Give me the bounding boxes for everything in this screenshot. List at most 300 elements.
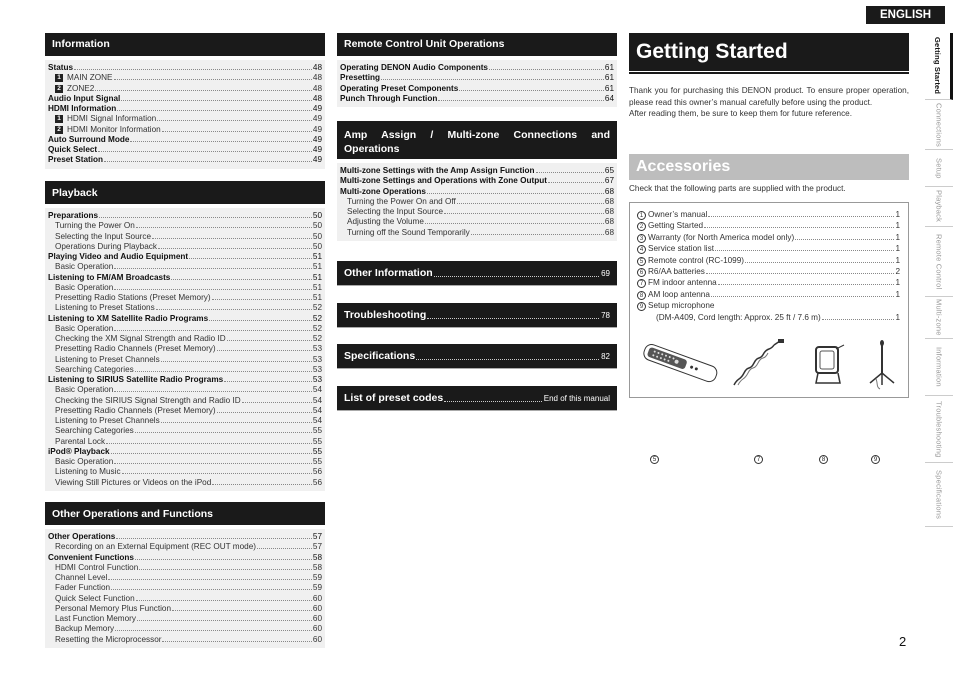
toc-entry-text: Basic Operation xyxy=(55,323,114,333)
toc-entry-page: 60 xyxy=(312,624,322,634)
accessory-number: 7 xyxy=(637,279,646,288)
tab-remote-control[interactable]: Remote Control xyxy=(925,227,953,297)
leader-dots xyxy=(708,216,894,217)
toc-entry-title xyxy=(55,73,113,83)
toc-entry-title xyxy=(55,396,241,406)
leader-dots xyxy=(217,350,312,351)
toc-entry-page: 53 xyxy=(312,364,322,374)
leader-dots xyxy=(444,213,604,214)
leader-dots xyxy=(114,330,312,331)
toc-entry-title xyxy=(55,242,157,252)
toc-entry[interactable] xyxy=(48,334,322,344)
toc-entry-title xyxy=(55,232,151,242)
toc-entry-text: Operations During Playback xyxy=(55,241,157,251)
leader-dots xyxy=(136,600,312,601)
accessory-qty: 1 xyxy=(895,244,900,254)
toc-entry-text: HDMI Information xyxy=(48,104,117,113)
leader-dots xyxy=(122,473,312,474)
toc-entry-text: Audio Input Signal xyxy=(48,93,121,103)
accessories-title: Accessories xyxy=(629,154,909,180)
toc-entry-page: 48 xyxy=(312,93,322,103)
toc-entry[interactable] xyxy=(48,63,322,73)
accessory-qty: 1 xyxy=(895,255,900,265)
toc-entry-page: 59 xyxy=(312,583,322,593)
toc-entry-title xyxy=(55,84,94,94)
toc-entry-page: 64 xyxy=(604,93,614,103)
toc-entry[interactable] xyxy=(48,232,322,242)
toc-entry-page: 68 xyxy=(604,196,614,206)
toc-entry-page: 49 xyxy=(312,145,322,154)
leader-dots xyxy=(795,239,894,240)
leader-dots xyxy=(98,151,312,152)
toc-entry-title xyxy=(55,283,113,293)
toc-entry-text: Searching Categories xyxy=(55,364,134,374)
toc-entry-text: Other Operations xyxy=(48,532,116,541)
preset-codes-title: List of preset codes xyxy=(344,392,444,404)
toc-entry-page: 48 xyxy=(312,63,322,72)
toc-entry[interactable] xyxy=(48,542,322,552)
toc-entry[interactable] xyxy=(48,447,322,457)
toc-entry-title xyxy=(48,273,170,283)
intro-text xyxy=(629,85,909,120)
leader-dots xyxy=(706,273,895,274)
leader-dots xyxy=(471,234,604,235)
toc-entry[interactable] xyxy=(48,457,322,467)
remote-control-icon xyxy=(640,339,720,389)
leader-dots xyxy=(745,262,894,263)
mic-detail-text: (DM-A409, Cord length: Approx. 25 ft / 7.6 m) xyxy=(656,312,821,322)
toc-entry[interactable] xyxy=(48,635,322,645)
toc-entry-title xyxy=(340,187,426,197)
accessory-item xyxy=(637,300,900,311)
toc-entry-text: HDMI Signal Information xyxy=(67,114,157,124)
leader-dots xyxy=(108,579,312,580)
toc-entry-page: 56 xyxy=(312,477,322,487)
toc-entry[interactable] xyxy=(48,532,322,542)
toc-entry[interactable] xyxy=(48,604,322,614)
other-information-title: Other Information xyxy=(344,267,433,279)
toc-entry-page: 58 xyxy=(312,562,322,572)
tab-setup[interactable]: Setup xyxy=(925,150,953,187)
toc-entry[interactable] xyxy=(48,416,322,426)
leader-dots xyxy=(162,131,312,132)
toc-entry[interactable] xyxy=(48,114,322,124)
toc-entry[interactable] xyxy=(48,242,322,252)
toc-entry-page: 57 xyxy=(312,542,322,552)
toc-entry-page: 51 xyxy=(312,293,322,302)
toc-entry-text: Presetting Radio Channels (Preset Memory) xyxy=(55,344,216,354)
toc-entry-text: Preset Station xyxy=(48,155,104,165)
toc-entry-page: 53 xyxy=(312,375,322,384)
leader-dots xyxy=(114,79,312,80)
microphone-icon xyxy=(862,339,902,391)
accessory-item xyxy=(637,277,900,288)
toc-entry-title xyxy=(55,604,171,614)
toc-entry[interactable] xyxy=(48,375,322,385)
toc-entry-text: Preparations xyxy=(48,211,99,220)
toc-entry-page: 50 xyxy=(312,231,322,241)
leader-dots xyxy=(224,381,312,382)
toc-entry-title xyxy=(55,324,113,334)
toc-entry-page: 68 xyxy=(604,227,614,237)
toc-entry[interactable] xyxy=(48,211,322,221)
toc-entry-title xyxy=(340,94,437,104)
toc-entry-text: Channel Level xyxy=(55,573,108,582)
toc-entry-text: Basic Operation xyxy=(55,385,114,395)
accessory-name: Remote control (RC-1099) xyxy=(648,255,745,265)
leader-dots xyxy=(136,227,312,228)
am-loop-antenna-icon xyxy=(810,341,850,387)
toc-entry-text: HDMI Monitor Information xyxy=(67,124,161,134)
leader-dots xyxy=(822,319,895,320)
tab-specifications[interactable]: Specifications xyxy=(925,463,953,527)
toc-entry-text: Searching Categories xyxy=(55,426,134,436)
leader-dots xyxy=(715,250,894,251)
leader-dots xyxy=(427,193,604,194)
toc-entry[interactable] xyxy=(48,624,322,634)
toc-entry-title xyxy=(55,573,107,583)
toc-entry-page: 54 xyxy=(312,405,322,415)
accessory-item-title xyxy=(637,277,717,288)
accessory-item-title xyxy=(637,220,703,231)
leader-dots xyxy=(444,401,542,402)
toc-entry-page: 60 xyxy=(312,603,322,613)
other-operations-header: Other Operations and Functions xyxy=(45,502,325,525)
toc-entry[interactable] xyxy=(48,478,322,488)
accessory-number: 6 xyxy=(637,268,646,277)
toc-entry-title xyxy=(55,594,135,604)
toc-entry-page: 53 xyxy=(312,354,322,364)
toc-entry-page: 54 xyxy=(312,416,322,425)
toc-entry-text: Selecting the Input Source xyxy=(347,207,444,216)
toc-entry-text: Quick Select xyxy=(48,145,98,154)
toc-entry-page: 48 xyxy=(312,73,322,83)
toc-entry-text: Punch Through Function xyxy=(340,93,438,103)
item-number-badge: 2 xyxy=(55,85,63,93)
toc-entry[interactable] xyxy=(340,63,614,73)
toc-entry-page: 49 xyxy=(312,104,322,113)
leader-dots xyxy=(157,120,312,121)
toc-entry-title xyxy=(55,583,110,593)
toc-entry-title xyxy=(55,262,113,272)
toc-entry-title xyxy=(55,125,161,135)
toc-entry-text: ZONE2 xyxy=(67,83,95,93)
toc-entry-title xyxy=(48,155,103,165)
toc-entry-text: Presetting Radio Stations (Preset Memory) xyxy=(55,293,211,302)
toc-entry[interactable] xyxy=(48,125,322,135)
toc-entry-title xyxy=(55,542,256,552)
toc-entry-text: Last Function Memory xyxy=(55,614,136,623)
toc-entry-page: 68 xyxy=(604,217,614,227)
tab-getting-started[interactable]: Getting Started xyxy=(925,33,953,100)
leader-dots xyxy=(438,100,604,101)
toc-entry[interactable] xyxy=(340,187,614,197)
tab-multi-zone[interactable]: Multi-zone xyxy=(925,297,953,339)
toc-entry-page: 51 xyxy=(312,262,322,272)
accessory-number: 1 xyxy=(637,211,646,220)
toc-entry-page: 49 xyxy=(312,134,322,144)
toc-entry-page: 68 xyxy=(604,207,614,216)
leader-dots xyxy=(172,610,312,611)
toc-entry-title xyxy=(347,197,456,207)
leader-dots xyxy=(427,318,599,319)
toc-entry-page: 54 xyxy=(312,395,322,405)
toc-amp-assign xyxy=(337,121,617,241)
toc-entry[interactable] xyxy=(48,344,322,354)
toc-entry[interactable] xyxy=(340,228,614,238)
toc-entry-title xyxy=(340,63,488,73)
accessory-item xyxy=(637,209,900,220)
toc-entry-title xyxy=(48,145,97,155)
toc-entry-text: Multi-zone Settings with the Amp Assign Function xyxy=(340,166,535,175)
toc-entry[interactable] xyxy=(48,396,322,406)
remote-control-list xyxy=(337,60,617,107)
toc-entry-title xyxy=(55,624,114,634)
leader-dots xyxy=(114,391,312,392)
toc-entry[interactable] xyxy=(48,437,322,447)
toc-entry-page: 55 xyxy=(312,457,322,466)
leader-dots xyxy=(152,238,312,239)
tab-troubleshooting[interactable]: Troubleshooting xyxy=(925,396,953,463)
toc-entry[interactable] xyxy=(48,262,322,272)
toc-entry-text: Listening to SIRIUS Satellite Radio Programs xyxy=(48,375,224,384)
leader-dots xyxy=(116,538,312,539)
toc-entry-page: 61 xyxy=(604,63,614,72)
accessory-number: 2 xyxy=(637,222,646,231)
leader-dots xyxy=(257,548,312,549)
toc-entry[interactable] xyxy=(340,73,614,83)
toc-entry-title xyxy=(48,532,115,542)
toc-entry-title xyxy=(55,426,134,436)
toc-entry[interactable] xyxy=(340,176,614,186)
toc-entry[interactable] xyxy=(48,221,322,231)
toc-entry-text: Recording on an External Equipment (REC OUT mode) xyxy=(55,542,256,552)
tab-playback[interactable]: Playback xyxy=(925,187,953,227)
toc-preset-codes xyxy=(337,386,617,411)
toc-entry-text: Listening to Music xyxy=(55,467,121,477)
leader-dots xyxy=(137,620,312,621)
toc-entry-title xyxy=(48,104,116,114)
accessory-qty: 1 xyxy=(895,278,900,288)
toc-entry[interactable] xyxy=(48,94,322,104)
toc-entry[interactable] xyxy=(48,553,322,563)
toc-entry-page: 60 xyxy=(312,593,322,603)
toc-entry-text: Multi-zone Settings and Operations with Zone Output xyxy=(340,176,547,186)
toc-entry[interactable] xyxy=(48,614,322,624)
leader-dots xyxy=(718,284,895,285)
toc-entry-title xyxy=(55,385,113,395)
toc-entry[interactable] xyxy=(48,293,322,303)
toc-entry-page: 53 xyxy=(312,344,322,354)
toc-entry[interactable] xyxy=(48,563,322,573)
tab-information[interactable]: Information xyxy=(925,339,953,396)
specifications-title: Specifications xyxy=(344,350,416,362)
tab-connections[interactable]: Connections xyxy=(925,100,953,150)
toc-entry-title xyxy=(340,84,458,94)
toc-entry-title xyxy=(55,365,134,375)
toc-entry-page: 68 xyxy=(604,186,614,196)
toc-entry[interactable] xyxy=(340,207,614,217)
leader-dots xyxy=(416,359,599,360)
leader-dots xyxy=(121,100,312,101)
toc-entry-text: Turning the Power On and Off xyxy=(347,196,456,206)
toc-entry-text: MAIN ZONE xyxy=(67,73,113,83)
toc-entry-text: Listening to Preset Channels xyxy=(55,354,160,364)
toc-entry-title xyxy=(55,457,113,467)
toc-entry[interactable] xyxy=(48,406,322,416)
leader-dots xyxy=(139,569,312,570)
leader-dots xyxy=(217,412,312,413)
leader-dots xyxy=(156,309,312,310)
side-tabs xyxy=(925,33,954,527)
toc-entry-title xyxy=(55,303,155,313)
toc-entry-text: Selecting the Input Source xyxy=(55,231,152,241)
toc-entry-page: 49 xyxy=(312,155,322,165)
leader-dots xyxy=(189,258,312,259)
leader-dots xyxy=(704,227,894,228)
accessory-name: Service station list xyxy=(648,244,714,254)
toc-entry-text: Basic Operation xyxy=(55,457,114,466)
toc-entry-text: Operating DENON Audio Components xyxy=(340,63,488,72)
toc-entry-title xyxy=(48,63,73,73)
leader-dots xyxy=(135,371,312,372)
leader-dots xyxy=(99,217,312,218)
toc-entry-page: 51 xyxy=(312,282,322,292)
toc-entry[interactable] xyxy=(340,217,614,227)
toc-entry[interactable] xyxy=(48,155,322,165)
toc-entry-text: HDMI Control Function xyxy=(55,562,139,572)
accessory-name: AM loop antenna xyxy=(648,289,710,299)
toc-entry[interactable] xyxy=(48,324,322,334)
toc-entry[interactable] xyxy=(48,426,322,436)
toc-entry[interactable] xyxy=(48,385,322,395)
toc-entry-page: 49 xyxy=(312,114,322,124)
playback-header: Playback xyxy=(45,181,325,204)
toc-entry[interactable] xyxy=(48,303,322,313)
toc-entry-text: Operating Preset Components xyxy=(340,83,459,93)
toc-entry-text: Convenient Functions xyxy=(48,552,134,562)
toc-entry[interactable] xyxy=(48,145,322,155)
toc-entry-page: 52 xyxy=(312,323,322,333)
toc-entry[interactable] xyxy=(48,283,322,293)
leader-dots xyxy=(135,432,312,433)
toc-entry[interactable] xyxy=(340,84,614,94)
leader-dots xyxy=(212,484,312,485)
toc-entry[interactable] xyxy=(48,355,322,365)
troubleshooting-page: 78 xyxy=(601,310,610,320)
toc-entry[interactable] xyxy=(48,73,322,83)
intro-paragraph-1: Thank you for purchasing this DENON product. To ensure proper operation, please read this owner’s manual carefully before using the product. xyxy=(629,86,909,107)
remote-control-header: Remote Control Unit Operations xyxy=(337,33,617,56)
toc-entry-title xyxy=(55,467,121,477)
accessory-name: R6/AA batteries xyxy=(648,267,705,277)
toc-entry[interactable] xyxy=(48,104,322,114)
toc-entry-title xyxy=(340,73,380,83)
accessories-list xyxy=(637,209,900,312)
leader-dots xyxy=(434,276,599,277)
accessory-item-title xyxy=(637,266,705,277)
leader-dots xyxy=(489,69,604,70)
toc-entry[interactable] xyxy=(48,135,322,145)
page-number: 2 xyxy=(899,634,907,649)
toc-entry-title xyxy=(55,355,160,365)
leader-dots xyxy=(162,641,311,642)
toc-entry[interactable] xyxy=(48,84,322,94)
toc-entry-page: 54 xyxy=(312,385,322,395)
toc-entry-page: 48 xyxy=(312,83,322,93)
information-list xyxy=(45,60,325,169)
mic-detail-row xyxy=(637,312,900,323)
toc-entry-title xyxy=(55,563,138,573)
title-underline xyxy=(629,72,909,74)
toc-entry[interactable] xyxy=(48,467,322,477)
toc-entry-page: 50 xyxy=(312,211,322,220)
toc-entry[interactable] xyxy=(48,573,322,583)
leader-dots xyxy=(104,161,312,162)
toc-entry[interactable] xyxy=(48,594,322,604)
getting-started-title: Getting Started xyxy=(629,33,909,71)
toc-entry-text: Status xyxy=(48,63,74,72)
toc-entry-title xyxy=(48,94,120,104)
accessory-item xyxy=(637,243,900,254)
toc-entry-title xyxy=(48,553,134,563)
accessory-item xyxy=(637,266,900,277)
toc-entry-title xyxy=(55,478,211,488)
toc-entry-page: 61 xyxy=(604,73,614,83)
accessory-name: Owner’s manual xyxy=(648,210,708,219)
toc-entry-title xyxy=(347,207,443,217)
item-number-badge: 1 xyxy=(55,115,63,123)
toc-entry-title xyxy=(347,228,470,238)
toc-entry-title xyxy=(55,293,211,303)
toc-entry-page: 51 xyxy=(312,272,322,282)
toc-entry-text: Auto Surround Mode xyxy=(48,134,130,144)
toc-entry[interactable] xyxy=(340,166,614,176)
leader-dots xyxy=(242,402,312,403)
toc-entry[interactable] xyxy=(340,94,614,104)
toc-entry-text: Resetting the Microprocessor xyxy=(55,634,162,644)
toc-entry-page: 65 xyxy=(604,166,614,175)
toc-information xyxy=(45,33,325,169)
toc-entry[interactable] xyxy=(48,273,322,283)
accessory-name: FM indoor antenna xyxy=(648,278,717,288)
item-number-badge: 2 xyxy=(55,126,63,134)
leader-dots xyxy=(227,340,312,341)
accessory-qty: 2 xyxy=(895,267,900,277)
toc-entry[interactable] xyxy=(48,583,322,593)
toc-entry-text: Presetting Radio Channels (Preset Memory) xyxy=(55,405,216,415)
toc-entry[interactable] xyxy=(48,314,322,324)
toc-specifications xyxy=(337,344,617,369)
accessory-item-title xyxy=(637,300,714,311)
accessories-note: Check that the following parts are supplied with the product. xyxy=(629,184,846,193)
leader-dots xyxy=(212,299,312,300)
toc-entry-title xyxy=(55,221,135,231)
toc-entry[interactable] xyxy=(48,252,322,262)
toc-entry-text: Parental Lock xyxy=(55,436,106,446)
toc-entry[interactable] xyxy=(48,365,322,375)
accessory-item-title xyxy=(637,255,744,266)
other-operations-list xyxy=(45,529,325,648)
leader-dots xyxy=(459,90,604,91)
accessory-qty: 1 xyxy=(895,289,900,299)
toc-entry-title xyxy=(48,375,223,385)
toc-entry[interactable] xyxy=(340,197,614,207)
toc-troubleshooting xyxy=(337,303,617,328)
toc-entry-title xyxy=(55,416,160,426)
toc-entry-title xyxy=(48,135,129,145)
toc-entry-text: Personal Memory Plus Function xyxy=(55,603,172,613)
